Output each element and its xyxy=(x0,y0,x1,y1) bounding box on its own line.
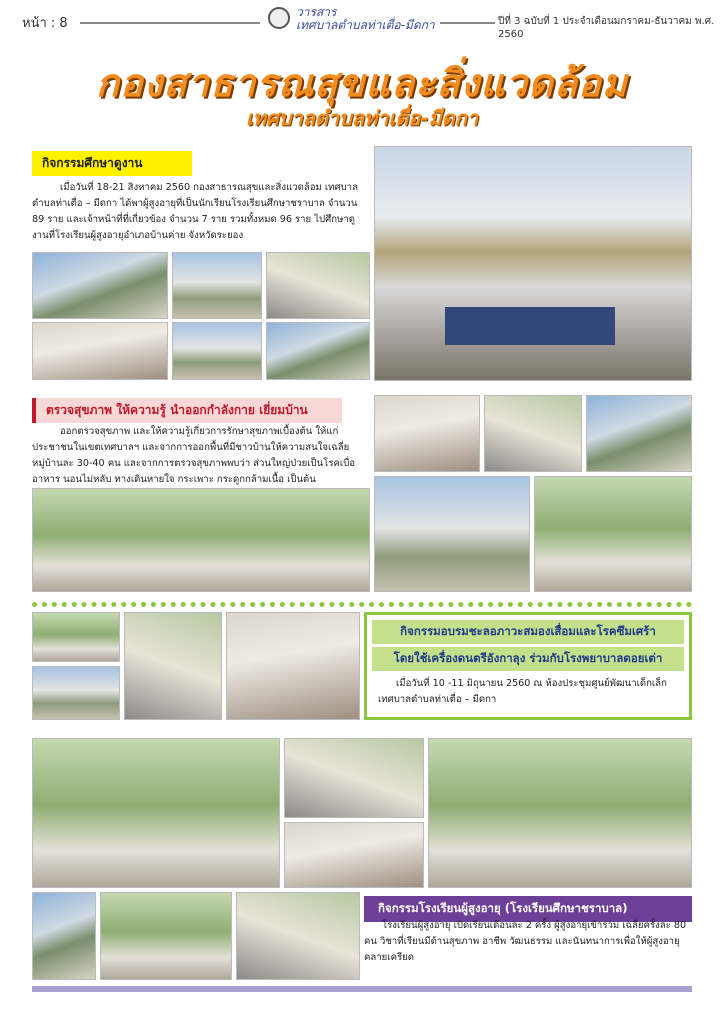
photo-study-visit-1 xyxy=(32,252,168,319)
photo-elderly-school-6 xyxy=(100,892,232,980)
photo-training-2 xyxy=(32,666,120,720)
section-label-elderly-school: กิจกรรมโรงเรียนผู้สูงอายุ (โรงเรียนศึกษาชราบาล) xyxy=(364,896,692,922)
training-heading-2: โดยใช้เครื่องดนตรีอังกาลุง ร่วมกับโรงพยาบาลดอยเต่า xyxy=(372,647,684,671)
photo-training-3 xyxy=(124,612,222,720)
page-number: หน้า : 8 xyxy=(22,16,68,31)
section-label-study-visit: กิจกรรมศึกษาดูงาน xyxy=(32,151,192,176)
photo-health-check-1 xyxy=(374,395,480,472)
photo-elderly-school-7 xyxy=(236,892,360,980)
page-title: กองสาธารณสุขและสิ่งแวดล้อม xyxy=(96,61,628,105)
photo-study-visit-6 xyxy=(266,322,370,380)
footer-bar xyxy=(32,986,692,992)
photo-elderly-school-4 xyxy=(428,738,692,888)
photo-exercise-group xyxy=(32,488,370,592)
photo-study-visit-4 xyxy=(32,322,168,380)
section-label-health-check: ตรวจสุขภาพ ให้ความรู้ นำออกกำลังกาย เยี่ยมบ้าน xyxy=(32,398,342,423)
group-photo-golden-statue xyxy=(374,146,692,381)
municipality-logo-icon xyxy=(268,7,290,29)
photo-study-visit-2 xyxy=(172,252,262,319)
training-heading-1: กิจกรรมอบรมชะลอภาวะสมองเสื่อมและโรคซึมเศร้า xyxy=(372,620,684,644)
header-rule-right xyxy=(440,22,495,24)
publication-name-line1: วารสาร xyxy=(296,5,337,19)
section-text-health-check: ออกตรวจสุขภาพ และให้ความรู้เกี่ยวการรักษาสุขภาพเบื้องต้น ให้แก่ประชาชนในเขตเทศบาลฯ และจากการออกพื้นที่มีชาวบ้านให้ความสนใจเฉลี่ยหมู่บ้านละ 30-40 คน และจากการตรวจสุขภาพพบว่า ส่วนใหญ่ป่วยเป็นโรคเบื่ออาหาร นอนไม่หลับ ทางเดินหายใจ กระเพาะ กระดูกกล้ามเนื้อ เป็นต้น xyxy=(32,426,356,485)
section-divider xyxy=(32,602,692,607)
photo-health-check-5 xyxy=(534,476,692,592)
page-subtitle: เทศบาลตำบลท่าเตื่อ-มีดกา xyxy=(245,106,479,130)
photo-training-4 xyxy=(226,612,360,720)
photo-elderly-school-1 xyxy=(32,738,280,888)
photo-elderly-school-2 xyxy=(284,738,424,818)
photo-training-1 xyxy=(32,612,120,662)
photo-elderly-school-5 xyxy=(32,892,96,980)
training-text: เมื่อวันที่ 10 -11 มิถุนายน 2560 ณ ห้องประชุมศูนย์พัฒนาเด็กเล็กเทศบาลตำบลท่าเตื่อ – มีดกา xyxy=(378,678,667,705)
header-rule-left xyxy=(80,22,260,24)
section-text-study-visit: เมื่อวันที่ 18-21 สิงหาคม 2560 กองสาธารณสุขและสิ่งแวดล้อม เทศบาลตำบลท่าเตื่อ – มีดกา ได้พาผู้สูงอายุที่เป็นนักเรียนโรงเรียนศึกษาชราบาล จำนวน 89 ราย และเจ้าหน้าที่ที่เกี่ยวข้อง จำนวน 7 ราย รวมทั้งหมด 96 ราย ไปศึกษาดูงานที่โรงเรียนผู้สูงอายุอำเภอบ้านค่าย จังหวัดระยอง xyxy=(32,182,358,241)
section-text-elderly-school: โรงเรียนผู้สูงอายุ เปิดเรียนเดือนละ 2 ครั้ง ผู้สูงอายุเข้าร่วม เฉลี่ยครั้งละ 80 คน วิชาที่เรียนมีด้านสุขภาพ อาชีพ วัฒนธรรม และนันทนาการเพื่อให้ผู้สูงอายุคลายเครียด xyxy=(364,920,687,963)
photo-health-check-3 xyxy=(586,395,692,472)
issue-info: ปีที่ 3 ฉบับที่ 1 ประจำเดือนมกราคม-ธันวาคม พ.ศ. 2560 xyxy=(498,16,715,40)
photo-health-check-2 xyxy=(484,395,582,472)
publication-name-line2: เทศบาลตำบลท่าเตื่อ-มีดกา xyxy=(296,18,435,32)
photo-elderly-school-3 xyxy=(284,822,424,888)
photo-study-visit-3 xyxy=(266,252,370,319)
photo-health-check-4 xyxy=(374,476,530,592)
photo-study-visit-5 xyxy=(172,322,262,380)
